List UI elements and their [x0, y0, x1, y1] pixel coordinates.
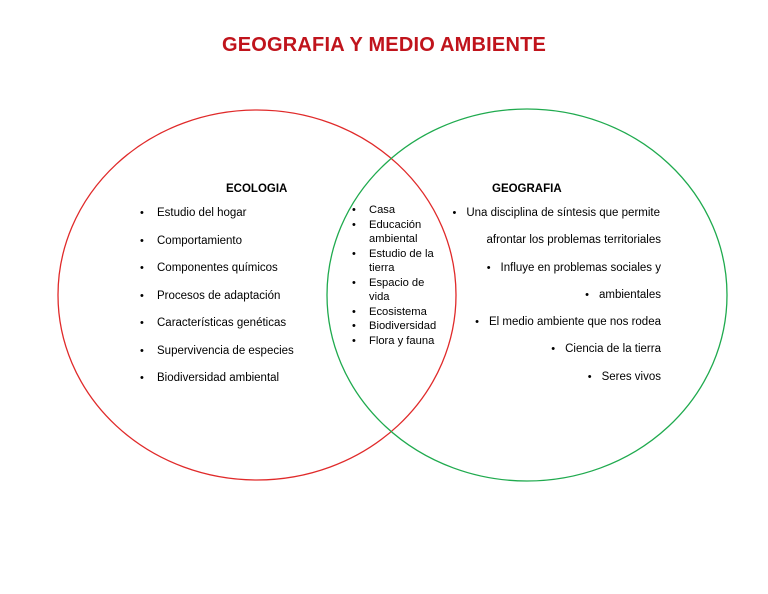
list-item: • Ciencia de la tierra	[435, 342, 661, 369]
ecologia-heading: ECOLOGIA	[226, 183, 288, 195]
list-item: • Ecosistema	[352, 305, 444, 320]
list-item: • Flora y fauna	[352, 334, 444, 349]
list-item: • Comportamiento	[140, 234, 294, 262]
list-item: • Seres vivos	[435, 370, 661, 397]
list-item: • Casa	[352, 203, 444, 218]
geografia-heading: GEOGRAFIA	[492, 183, 562, 195]
list-item: afrontar los problemas territoriales	[486, 234, 661, 247]
list-item: • Biodiversidad ambiental	[140, 371, 294, 399]
list-item: • Características genéticas	[140, 316, 294, 344]
page-title: GEOGRAFIA Y MEDIO AMBIENTE	[221, 34, 547, 56]
list-item: • Componentes químicos	[140, 261, 294, 289]
list-item: • ambientales	[435, 288, 661, 315]
ecologia-list	[140, 206, 294, 399]
list-item: • Biodiversidad	[352, 319, 444, 334]
list-item: • Estudio de la tierra	[352, 247, 444, 276]
list-item: • Influye en problemas sociales y	[435, 261, 661, 288]
list-item: • Procesos de adaptación	[140, 289, 294, 317]
overlap-list	[352, 203, 444, 348]
list-item: • Supervivencia de especies	[140, 344, 294, 372]
list-item: • Estudio del hogar	[140, 206, 294, 234]
list-item: • Educación ambiental	[352, 218, 444, 247]
list-item: • Espacio de vida	[352, 276, 444, 305]
geografia-list	[435, 206, 661, 397]
list-item: • Una disciplina de síntesis que permite	[434, 206, 660, 233]
list-item: • El medio ambiente que nos rodea	[435, 315, 661, 342]
